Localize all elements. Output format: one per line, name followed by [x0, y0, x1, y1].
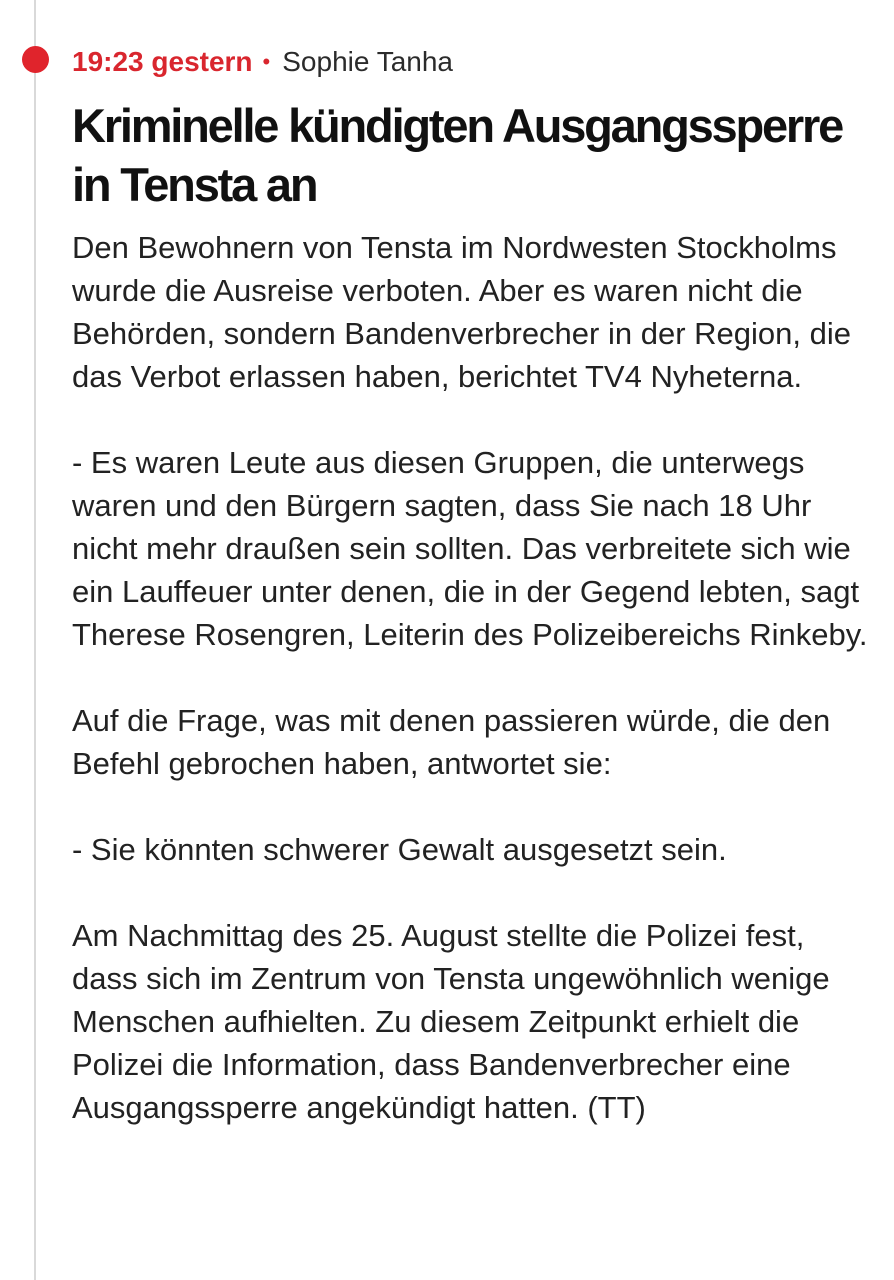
body-paragraph: - Es waren Leute aus diesen Gruppen, die unterwegs waren und den Bürgern sagten, dass Sie nach 18 Uhr nicht mehr draußen sein sollten. Das verbreitete sich wie ein Lauffeuer unter denen, die in der Gegend lebten, sagt Therese Rosengren, Leiterin des Polizeibereichs Rinkeby. — [72, 445, 868, 652]
body-paragraph: Am Nachmittag des 25. August stellte die Polizei fest, dass sich im Zentrum von Tensta ungewöhnlich wenige Menschen aufhielten. Zu diesem Zeitpunkt erhielt die Polizei die Information, dass Bandenverbrecher eine Ausgangssperre angekündigt hatten. (TT) — [72, 918, 830, 1125]
post-meta — [72, 40, 872, 84]
meta-separator: • — [262, 49, 271, 74]
post-author[interactable]: Sophie Tanha — [282, 46, 453, 77]
post-timestamp[interactable]: 19:23 gestern — [72, 46, 253, 77]
body-paragraph: - Sie könnten schwerer Gewalt ausgesetzt sein. — [72, 832, 727, 867]
timeline-line — [34, 0, 36, 1280]
timeline-dot-icon — [22, 46, 49, 73]
body-paragraph: Auf die Frage, was mit denen passieren würde, die den Befehl gebrochen haben, antwortet sie: — [72, 703, 831, 781]
post-body — [72, 226, 872, 1129]
body-paragraph: Den Bewohnern von Tensta im Nordwesten Stockholms wurde die Ausreise verboten. Aber es waren nicht die Behörden, sondern Bandenverbrecher in der Region, die das Verbot erlassen haben, berichtet TV4 Nyheterna. — [72, 230, 851, 394]
news-post — [72, 40, 872, 1129]
post-headline: Kriminelle kündigten Ausgangssperre in Tensta an — [72, 99, 843, 211]
